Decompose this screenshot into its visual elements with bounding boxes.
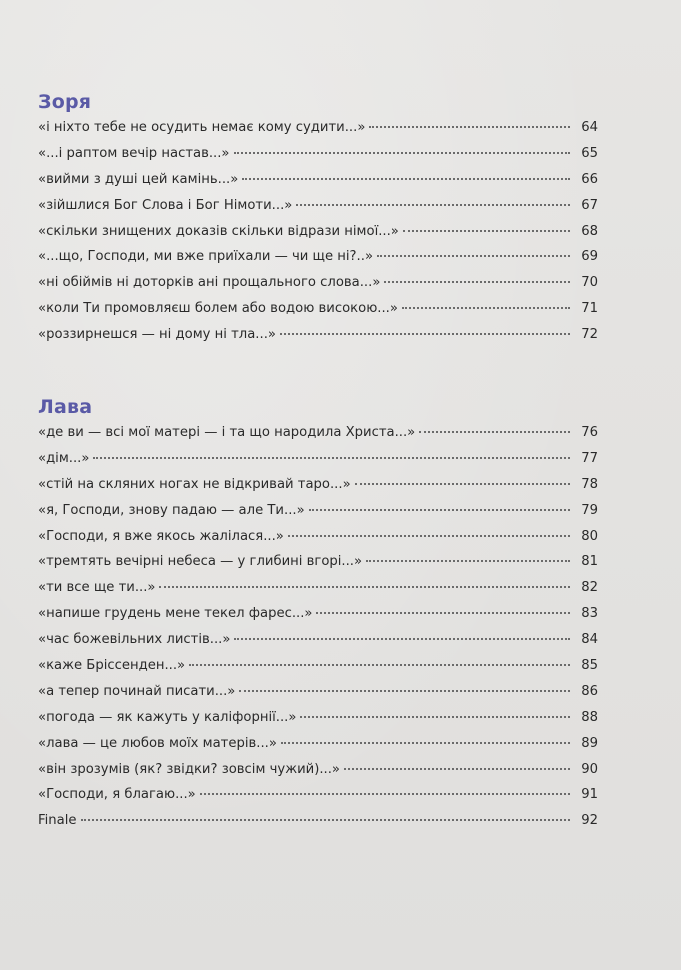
dot-leader: [281, 742, 570, 744]
dot-leader: [316, 612, 570, 614]
dot-leader: [93, 457, 570, 459]
entry-title: «скільки знищених доказів скільки відрази німої...»: [38, 223, 399, 239]
toc-list: [38, 420, 598, 834]
dot-leader: [288, 535, 570, 537]
toc-entry[interactable]: [38, 601, 598, 627]
dot-leader: [309, 509, 570, 511]
toc-entry[interactable]: [38, 270, 598, 296]
dot-leader: [369, 126, 570, 128]
entry-title: «напише грудень мене текел фарес...»: [38, 606, 313, 622]
page-number: 70: [581, 275, 598, 291]
section-title: Лава: [38, 396, 93, 418]
toc-entry[interactable]: [38, 705, 598, 731]
dot-leader: [419, 431, 570, 433]
dot-leader: [403, 230, 570, 232]
dot-leader: [296, 204, 570, 206]
toc-entry[interactable]: [38, 244, 598, 270]
entry-title: «каже Бріссенден...»: [38, 658, 186, 674]
page-number: 69: [581, 249, 598, 265]
dot-leader: [366, 560, 570, 562]
page-number: 68: [581, 223, 598, 239]
dot-leader: [280, 333, 570, 335]
page-number: 88: [581, 709, 598, 725]
dot-leader: [234, 638, 570, 640]
toc-section-lava: [38, 394, 598, 834]
dot-leader: [242, 178, 570, 180]
page-number: 66: [581, 171, 598, 187]
entry-title: «...і раптом вечір настав...»: [38, 145, 230, 161]
entry-title: «роззирнешся — ні дому ні тла...»: [38, 327, 276, 343]
entry-title: «вийми з душі цей камінь...»: [38, 171, 239, 187]
entry-title: «лава — це любов моїх матерів...»: [38, 735, 277, 751]
page-number: 85: [581, 658, 598, 674]
page-number: 92: [581, 813, 598, 829]
dot-leader: [234, 152, 570, 154]
page-number: 76: [581, 425, 598, 440]
toc-entry[interactable]: [38, 322, 598, 348]
page-number: 79: [581, 502, 598, 518]
toc-entry[interactable]: [38, 420, 598, 446]
entry-title: «стій на скляних ногах не відкривай таро...»: [38, 476, 351, 492]
page-number: 80: [581, 528, 598, 544]
toc-entry[interactable]: [38, 627, 598, 653]
entry-title: «а тепер починай писати...»: [38, 683, 236, 699]
toc-entry[interactable]: [38, 498, 598, 524]
toc-section-zorya: [38, 89, 598, 348]
toc-entry[interactable]: [38, 141, 598, 167]
entry-title: «тремтять вечірні небеса — у глибині вгорі...»: [38, 554, 363, 570]
dot-leader: [189, 664, 570, 666]
toc-entry[interactable]: [38, 653, 598, 679]
page-number: 77: [581, 450, 598, 466]
page-number: 78: [581, 476, 598, 492]
page-number: 86: [581, 683, 598, 699]
entry-title: «Господи, я вже якось жалілася...»: [38, 528, 284, 544]
toc-entry[interactable]: [38, 115, 598, 141]
entry-title: «час божевільних листів...»: [38, 632, 231, 648]
page-number: 67: [581, 197, 598, 213]
entry-title: «...що, Господи, ми вже приїхали — чи ще ні?..»: [38, 249, 374, 265]
dot-leader: [355, 483, 570, 485]
entry-title: Finale: [38, 813, 77, 829]
toc-entry[interactable]: [38, 782, 598, 808]
entry-title: «він зрозумів (як? звідки? зовсім чужий)...»: [38, 761, 341, 777]
toc-entry[interactable]: [38, 731, 598, 757]
dot-leader: [300, 716, 570, 718]
entry-title: «де ви — всі мої матері — і та що народила Христа...»: [38, 425, 416, 440]
section-title: Зоря: [38, 91, 92, 113]
entry-title: «ні обіймів ні доторків ані прощального слова...»: [38, 275, 381, 291]
toc-entry[interactable]: [38, 808, 598, 834]
toc-entry[interactable]: [38, 549, 598, 575]
page-number: 81: [581, 554, 598, 570]
toc-entry[interactable]: [38, 757, 598, 783]
dot-leader: [81, 819, 570, 821]
entry-title: «я, Господи, знову падаю — але Ти...»: [38, 502, 305, 518]
dot-leader: [344, 768, 570, 770]
page-number: 90: [581, 761, 598, 777]
dot-leader: [200, 793, 570, 795]
toc-entry[interactable]: [38, 575, 598, 601]
entry-title: «ти все ще ти...»: [38, 580, 156, 596]
page-number: 91: [581, 787, 598, 803]
page-number: 65: [581, 145, 598, 161]
dot-leader: [384, 281, 570, 283]
toc-entry[interactable]: [38, 679, 598, 705]
dot-leader: [377, 255, 570, 257]
toc-entry[interactable]: [38, 219, 598, 245]
page-number: 89: [581, 735, 598, 751]
page-number: 84: [581, 632, 598, 648]
entry-title: «коли Ти промовляєш болем або водою високою...»: [38, 301, 398, 317]
toc-entry[interactable]: [38, 193, 598, 219]
toc-entry[interactable]: [38, 472, 598, 498]
toc-entry[interactable]: [38, 446, 598, 472]
entry-title: «Господи, я благаю...»: [38, 787, 196, 803]
page-number: 71: [581, 301, 598, 317]
page-number: 83: [581, 606, 598, 622]
toc-list: [38, 115, 598, 348]
dot-leader: [402, 307, 570, 309]
toc-entry[interactable]: [38, 524, 598, 550]
page-number: 64: [581, 120, 598, 135]
page-number: 82: [581, 580, 598, 596]
page-number: 72: [581, 327, 598, 343]
entry-title: «погода — як кажуть у каліфорнії...»: [38, 709, 297, 725]
entry-title: «і ніхто тебе не осудить немає кому судити...»: [38, 120, 366, 135]
entry-title: «дім...»: [38, 450, 90, 466]
dot-leader: [159, 586, 570, 588]
toc-entry[interactable]: [38, 167, 598, 193]
dot-leader: [239, 690, 570, 692]
entry-title: «зійшлися Бог Слова і Бог Німоти...»: [38, 197, 293, 213]
toc-entry[interactable]: [38, 296, 598, 322]
